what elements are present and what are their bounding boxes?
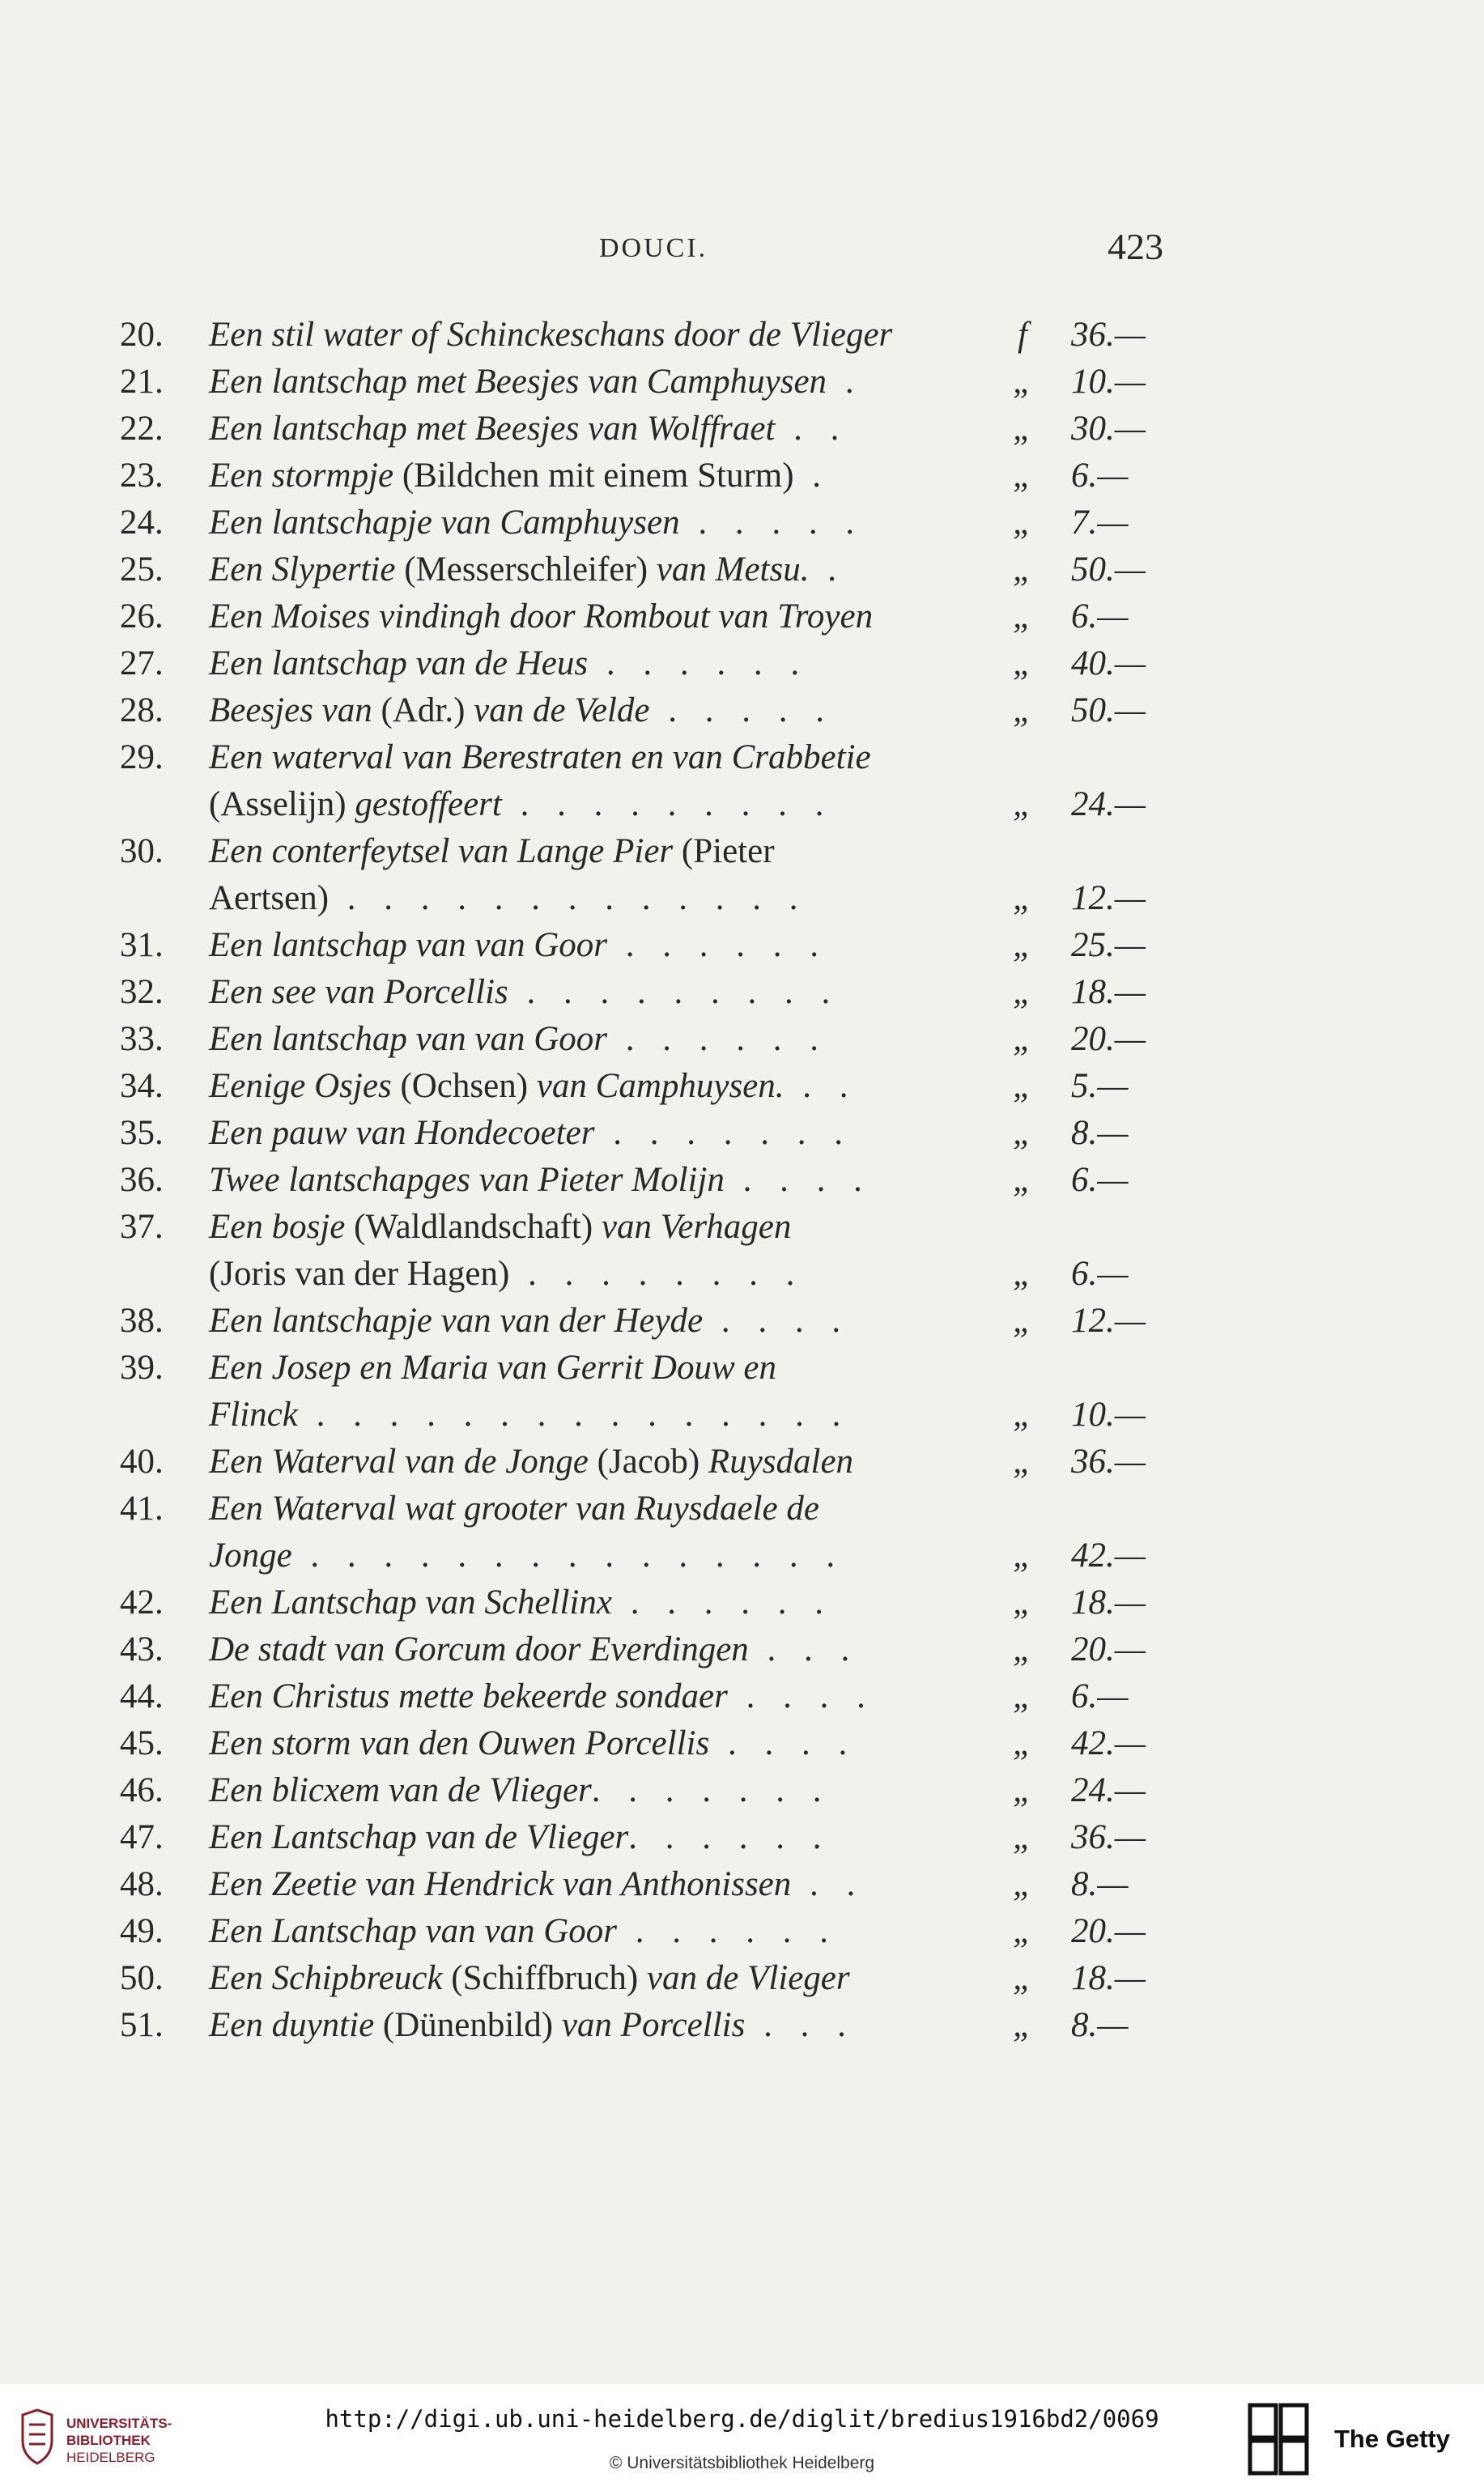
entry-title <box>209 734 871 781</box>
catalogue-entry <box>120 1298 1172 1345</box>
entry-leader-dots: . . <box>784 1067 858 1105</box>
entry-leader-dots: . . <box>791 1865 865 1903</box>
entry-title-italic: gestoffeert <box>355 785 502 823</box>
entry-title-roman: (Ochsen) <box>391 1067 537 1105</box>
entry-title-prefix: (Joris van der Hagen) <box>209 1255 510 1293</box>
entry-title-italic: Een Slypertie <box>209 550 396 589</box>
entry-title-roman: (Adr.) <box>372 691 474 729</box>
entry-title <box>209 1345 776 1392</box>
entry-price: 6.— <box>1071 1677 1129 1715</box>
catalogue-entry <box>120 1673 1172 1720</box>
catalogue-entry <box>120 546 1172 593</box>
entry-leader-dots: . . . . . . . . . <box>508 973 840 1011</box>
entry-price: 6.— <box>1071 457 1129 495</box>
entry-title <box>209 312 892 359</box>
entry-currency: „ <box>1013 1443 1032 1481</box>
entry-price: 25.— <box>1071 926 1146 964</box>
catalogue-entry <box>120 1720 1172 1767</box>
catalogue-entry <box>120 734 1172 781</box>
entry-price: 20.— <box>1071 1912 1146 1950</box>
entry-title-prefix: Aertsen) <box>209 879 330 917</box>
viewer-footer <box>0 2384 1484 2491</box>
entry-title <box>209 1673 875 1720</box>
entry-title-italic-2: van Verhagen <box>601 1208 792 1246</box>
entry-number: 49. <box>120 1912 164 1950</box>
entry-title-italic: Een conterfeytsel van Lange Pier <box>209 832 674 870</box>
catalogue-list <box>120 312 1172 2049</box>
entry-title <box>209 359 864 406</box>
entry-title-prefix: (Asselijn) <box>209 785 355 823</box>
entry-title <box>209 1063 858 1110</box>
entry-number: 37. <box>120 1208 164 1246</box>
entry-title-roman: (Pieter <box>673 832 775 870</box>
catalogue-entry <box>120 593 1172 640</box>
entry-number: 20. <box>120 316 164 354</box>
entry-title <box>209 640 809 687</box>
entry-title <box>209 1955 850 2002</box>
entry-price: 8.— <box>1071 2006 1129 2044</box>
catalogue-entry <box>120 640 1172 687</box>
catalogue-entry <box>120 1486 1172 1532</box>
entry-currency: „ <box>1013 597 1032 636</box>
entry-currency: „ <box>1013 1630 1032 1668</box>
entry-price: 10.— <box>1071 363 1146 401</box>
entry-leader-dots: . . . . . . <box>607 926 829 964</box>
entry-title <box>209 1908 838 1955</box>
entry-leader-dots: . . . . . . . . . . . . . <box>329 879 808 917</box>
entry-title <box>209 1110 853 1157</box>
entry-leader-dots: . . . . . . . <box>594 1114 853 1152</box>
getty-name: The Getty <box>1334 2425 1450 2453</box>
catalogue-entry <box>120 828 1172 875</box>
page-number: 423 <box>1108 226 1163 267</box>
entry-title <box>209 875 808 922</box>
entry-title-italic: Een Waterval wat grooter van Ruysdaele de <box>209 1490 819 1528</box>
entry-currency: „ <box>1013 1255 1032 1293</box>
entry-title-italic: Een pauw van Hondecoeter <box>209 1114 595 1152</box>
entry-title-italic: Een stormpje <box>209 457 394 495</box>
entry-title-italic-2: Ruysdalen <box>708 1443 854 1481</box>
entry-number: 51. <box>120 2006 164 2044</box>
catalogue-entry <box>120 1767 1172 1814</box>
entry-currency: „ <box>1013 1724 1032 1762</box>
catalogue-entry <box>120 453 1172 499</box>
catalogue-entry <box>120 1814 1172 1861</box>
entry-title <box>209 1204 791 1251</box>
entry-title-italic-2: van de Vlieger <box>646 1959 850 1997</box>
entry-title <box>209 406 848 453</box>
entry-title-italic: Een Lantschap van de Vlieger <box>209 1818 629 1856</box>
entry-price: 18.— <box>1071 1583 1146 1622</box>
entry-leader-dots: . . . <box>745 2006 856 2044</box>
entry-number: 29. <box>120 738 164 776</box>
entry-price: 36.— <box>1071 1443 1146 1481</box>
entry-title-italic: Jonge <box>209 1537 292 1575</box>
entry-title <box>209 1814 831 1861</box>
entry-price: 5.— <box>1071 1067 1129 1105</box>
entry-leader-dots: . . <box>775 410 849 448</box>
entry-price: 18.— <box>1071 1959 1146 1997</box>
entry-currency: „ <box>1013 363 1032 401</box>
entry-price: 10.— <box>1071 1396 1146 1434</box>
entry-number: 41. <box>120 1490 164 1528</box>
entry-title <box>209 453 831 499</box>
entry-title-italic: Een Zeetie van Hendrick van Anthonissen <box>209 1865 792 1903</box>
entry-price: 6.— <box>1071 1161 1129 1199</box>
entry-number: 40. <box>120 1443 164 1481</box>
entry-currency: „ <box>1013 1396 1032 1434</box>
entry-title-italic: Flinck <box>209 1396 298 1434</box>
entry-title-italic: Een waterval van Berestraten en van Crabbetie <box>209 738 871 776</box>
entry-leader-dots: . . . . . . <box>617 1912 838 1950</box>
entry-currency: „ <box>1013 550 1032 589</box>
entry-title-italic: Een Lantschap van van Goor <box>209 1912 617 1950</box>
entry-title <box>209 1767 831 1814</box>
entry-title-roman: (Bildchen mit einem Sturm) <box>393 457 794 495</box>
entry-title-italic-2: van Camphuysen. <box>536 1067 785 1105</box>
entry-currency: „ <box>1013 926 1032 964</box>
entry-price: 40.— <box>1071 644 1146 682</box>
entry-currency: „ <box>1013 2006 1032 2044</box>
entry-price: 6.— <box>1071 597 1129 636</box>
entry-title <box>209 781 833 828</box>
entry-leader-dots: . . . . . <box>649 691 834 729</box>
entry-title-italic: Een lantschap met Beesjes van Wolffraet <box>209 410 776 448</box>
entry-title-italic: Een stil water of Schinckeschans door de Vlieger <box>209 316 893 354</box>
entry-leader-dots: . . . . . . . . . . . . . . . <box>297 1396 851 1434</box>
entry-number: 48. <box>120 1865 164 1903</box>
catalogue-entry <box>120 969 1172 1016</box>
catalogue-entry <box>120 499 1172 546</box>
catalogue-entry <box>120 1861 1172 1908</box>
entry-title-italic: Een Lantschap van Schellinx <box>209 1583 612 1622</box>
catalogue-entry <box>120 781 1172 828</box>
entry-number: 22. <box>120 410 164 448</box>
catalogue-entry <box>120 1955 1172 2002</box>
entry-number: 31. <box>120 926 164 964</box>
entry-leader-dots: . . . <box>748 1630 860 1668</box>
entry-number: 43. <box>120 1630 164 1668</box>
entry-title <box>209 1720 857 1767</box>
entry-currency: „ <box>1013 1537 1032 1575</box>
entry-currency: „ <box>1013 973 1032 1011</box>
entry-title <box>209 1532 844 1579</box>
entry-number: 33. <box>120 1020 164 1058</box>
entry-price: 12.— <box>1071 879 1146 917</box>
entry-number: 21. <box>120 363 164 401</box>
entry-title-roman: (Waldlandschaft) <box>345 1208 602 1246</box>
entry-title-italic: Een lantschap met Beesjes van Camphuysen <box>209 363 827 401</box>
catalogue-entry <box>120 1392 1172 1439</box>
entry-title-italic: De stadt van Gorcum door Everdingen <box>209 1630 749 1668</box>
entry-currency: „ <box>1013 1583 1032 1622</box>
catalogue-entry <box>120 922 1172 969</box>
entry-number: 44. <box>120 1677 164 1715</box>
catalogue-entry <box>120 1579 1172 1626</box>
entry-currency: „ <box>1013 785 1032 823</box>
entry-title <box>209 1157 872 1204</box>
entry-title-italic: Beesjes van <box>209 691 372 729</box>
entry-leader-dots: . . . . <box>703 1302 851 1340</box>
entry-title-roman: (Jacob) <box>588 1443 708 1481</box>
entry-title-italic: Een Schipbreuck <box>209 1959 443 1997</box>
library-name-line3: HEIDELBERG <box>66 2450 155 2465</box>
entry-price: 24.— <box>1071 785 1146 823</box>
catalogue-entry <box>120 1908 1172 1955</box>
entry-leader-dots: . . . . . . . . . <box>501 785 834 823</box>
entry-title-roman: (Messerschleifer) <box>395 550 657 589</box>
entry-title <box>209 499 864 546</box>
catalogue-entry <box>120 1110 1172 1157</box>
entry-price: 36.— <box>1071 316 1146 354</box>
entry-price: 7.— <box>1071 504 1129 542</box>
entry-price: 6.— <box>1071 1255 1129 1293</box>
entry-number: 32. <box>120 973 164 1011</box>
catalogue-entry <box>120 875 1172 922</box>
entry-title <box>209 828 775 875</box>
entry-number: 36. <box>120 1161 164 1199</box>
entry-number: 39. <box>120 1349 164 1387</box>
catalogue-entry <box>120 359 1172 406</box>
entry-title-italic: Een see van Porcellis <box>209 973 508 1011</box>
entry-price: 8.— <box>1071 1865 1129 1903</box>
entry-title-italic-2: van Metsu. <box>656 550 810 589</box>
entry-price: 20.— <box>1071 1630 1146 1668</box>
entry-leader-dots: . . . . . <box>679 504 865 542</box>
entry-price: 42.— <box>1071 1537 1146 1575</box>
entry-leader-dots: . . . . . . . <box>591 1771 831 1809</box>
entry-price: 36.— <box>1071 1818 1146 1856</box>
entry-price: 50.— <box>1071 691 1146 729</box>
getty-logo-icon <box>1247 2402 1310 2476</box>
entry-leader-dots: . . . . . . <box>607 1020 829 1058</box>
entry-title-italic: Een Christus mette bekeerde sondaer <box>209 1677 728 1715</box>
entry-title-italic: Twee lantschapges van Pieter Molijn <box>209 1161 725 1199</box>
entry-currency: „ <box>1013 1020 1032 1058</box>
entry-number: 45. <box>120 1724 164 1762</box>
copyright-notice: © Universitätsbibliothek Heidelberg <box>609 2454 875 2472</box>
entry-title <box>209 593 873 640</box>
entry-number: 42. <box>120 1583 164 1622</box>
entry-number: 34. <box>120 1067 164 1105</box>
entry-price: 8.— <box>1071 1114 1129 1152</box>
entry-title-italic: Een blicxem van de Vlieger <box>209 1771 592 1809</box>
entry-currency: „ <box>1013 457 1032 495</box>
entry-currency: „ <box>1013 1959 1032 1997</box>
entry-price: 12.— <box>1071 1302 1146 1340</box>
entry-title <box>209 687 834 734</box>
entry-leader-dots: . . . . . . <box>611 1583 833 1622</box>
entry-title <box>209 1626 859 1673</box>
entry-price: 42.— <box>1071 1724 1146 1762</box>
entry-title-italic: Een lantschap van van Goor <box>209 1020 608 1058</box>
entry-currency: „ <box>1013 1114 1032 1152</box>
entry-leader-dots: . . . . <box>727 1677 875 1715</box>
entry-title-italic-2: van Porcellis <box>561 2006 746 2044</box>
entry-leader-dots: . <box>809 550 846 589</box>
entry-currency: „ <box>1013 879 1032 917</box>
entry-number: 30. <box>120 832 164 870</box>
entry-price: 30.— <box>1071 410 1146 448</box>
catalogue-entry <box>120 1016 1172 1063</box>
entry-number: 50. <box>120 1959 164 1997</box>
catalogue-entry <box>120 1157 1172 1204</box>
catalogue-entry <box>120 1251 1172 1298</box>
entry-leader-dots: . . . . . . . . <box>509 1255 805 1293</box>
entry-title-italic: Een lantschap van van Goor <box>209 926 608 964</box>
entry-title-roman: (Schiffbruch) <box>442 1959 647 1997</box>
catalogue-entry <box>120 406 1172 453</box>
entry-currency: „ <box>1013 1677 1032 1715</box>
permalink-url[interactable]: http://digi.ub.uni-heidelberg.de/diglit/bredius1916bd2/0069 <box>325 2405 1159 2433</box>
entry-title <box>209 1016 828 1063</box>
entry-currency: „ <box>1013 1302 1032 1340</box>
entry-price: 18.— <box>1071 973 1146 1011</box>
entry-currency: „ <box>1013 1161 1032 1199</box>
entry-title-italic: Een lantschapje van Camphuysen <box>209 504 680 542</box>
catalogue-entry <box>120 2002 1172 2049</box>
entry-title-italic: Een Josep en Maria van Gerrit Douw en <box>209 1349 776 1387</box>
catalogue-entry <box>120 687 1172 734</box>
entry-title-italic: Een lantschapje van van der Heyde <box>209 1302 704 1340</box>
entry-number: 27. <box>120 644 164 682</box>
entry-title <box>209 1861 865 1908</box>
catalogue-entry <box>120 312 1172 359</box>
entry-title <box>209 1486 819 1532</box>
entry-number: 25. <box>120 550 164 589</box>
catalogue-entry <box>120 1439 1172 1486</box>
entry-title <box>209 1251 804 1298</box>
catalogue-entry <box>120 1063 1172 1110</box>
entry-currency: f <box>1018 316 1027 354</box>
entry-number: 47. <box>120 1818 164 1856</box>
library-name-line1: UNIVERSITÄTS- <box>66 2416 172 2431</box>
entry-title-italic: Een duyntie <box>209 2006 375 2044</box>
entry-currency: „ <box>1013 410 1032 448</box>
catalogue-entry <box>120 1532 1172 1579</box>
library-name-line2: BIBLIOTHEK <box>66 2433 151 2448</box>
catalogue-entry <box>120 1345 1172 1392</box>
entry-currency: „ <box>1013 1912 1032 1950</box>
entry-title-italic: Eenige Osjes <box>209 1067 392 1105</box>
entry-title-italic-2: van de Velde <box>474 691 650 729</box>
entry-title-italic: Een Moises vindingh door Rombout van Troyen <box>209 597 874 636</box>
entry-number: 35. <box>120 1114 164 1152</box>
entry-number: 38. <box>120 1302 164 1340</box>
entry-currency: „ <box>1013 504 1032 542</box>
entry-leader-dots: . <box>793 457 831 495</box>
entry-title-italic: Een lantschap van de Heus <box>209 644 589 682</box>
entry-leader-dots: . <box>827 363 864 401</box>
entry-title <box>209 969 840 1016</box>
entry-currency: „ <box>1013 1865 1032 1903</box>
entry-leader-dots: . . . . . . <box>588 644 810 682</box>
entry-price: 50.— <box>1071 550 1146 589</box>
entry-number: 28. <box>120 691 164 729</box>
entry-price: 20.— <box>1071 1020 1146 1058</box>
entry-currency: „ <box>1013 644 1032 682</box>
entry-title <box>209 1579 833 1626</box>
entry-title <box>209 1392 850 1439</box>
entry-title-roman: (Dünenbild) <box>374 2006 562 2044</box>
entry-number: 24. <box>120 504 164 542</box>
entry-currency: „ <box>1013 1067 1032 1105</box>
entry-currency: „ <box>1013 1818 1032 1856</box>
entry-title-italic: Een bosje <box>209 1208 346 1246</box>
page-header <box>0 225 1484 274</box>
entry-price: 24.— <box>1071 1771 1146 1809</box>
entry-leader-dots: . . . . <box>709 1724 857 1762</box>
entry-title-italic: Een Waterval van de Jonge <box>209 1443 589 1481</box>
entry-title <box>209 546 846 593</box>
entry-title <box>209 1298 850 1345</box>
entry-number: 23. <box>120 457 164 495</box>
entry-title <box>209 1439 853 1486</box>
catalogue-entry <box>120 1626 1172 1673</box>
running-title: DOUCI. <box>599 233 708 263</box>
entry-title <box>209 2002 856 2049</box>
entry-leader-dots: . . . . <box>724 1161 872 1199</box>
entry-currency: „ <box>1013 691 1032 729</box>
entry-number: 46. <box>120 1771 164 1809</box>
entry-leader-dots: . . . . . . . . . . . . . . . <box>291 1537 845 1575</box>
catalogue-entry <box>120 1204 1172 1251</box>
entry-title <box>209 922 828 969</box>
entry-currency: „ <box>1013 1771 1032 1809</box>
entry-title-italic: Een storm van den Ouwen Porcellis <box>209 1724 710 1762</box>
entry-leader-dots: . . . . . . <box>628 1818 831 1856</box>
entry-number: 26. <box>120 597 164 636</box>
